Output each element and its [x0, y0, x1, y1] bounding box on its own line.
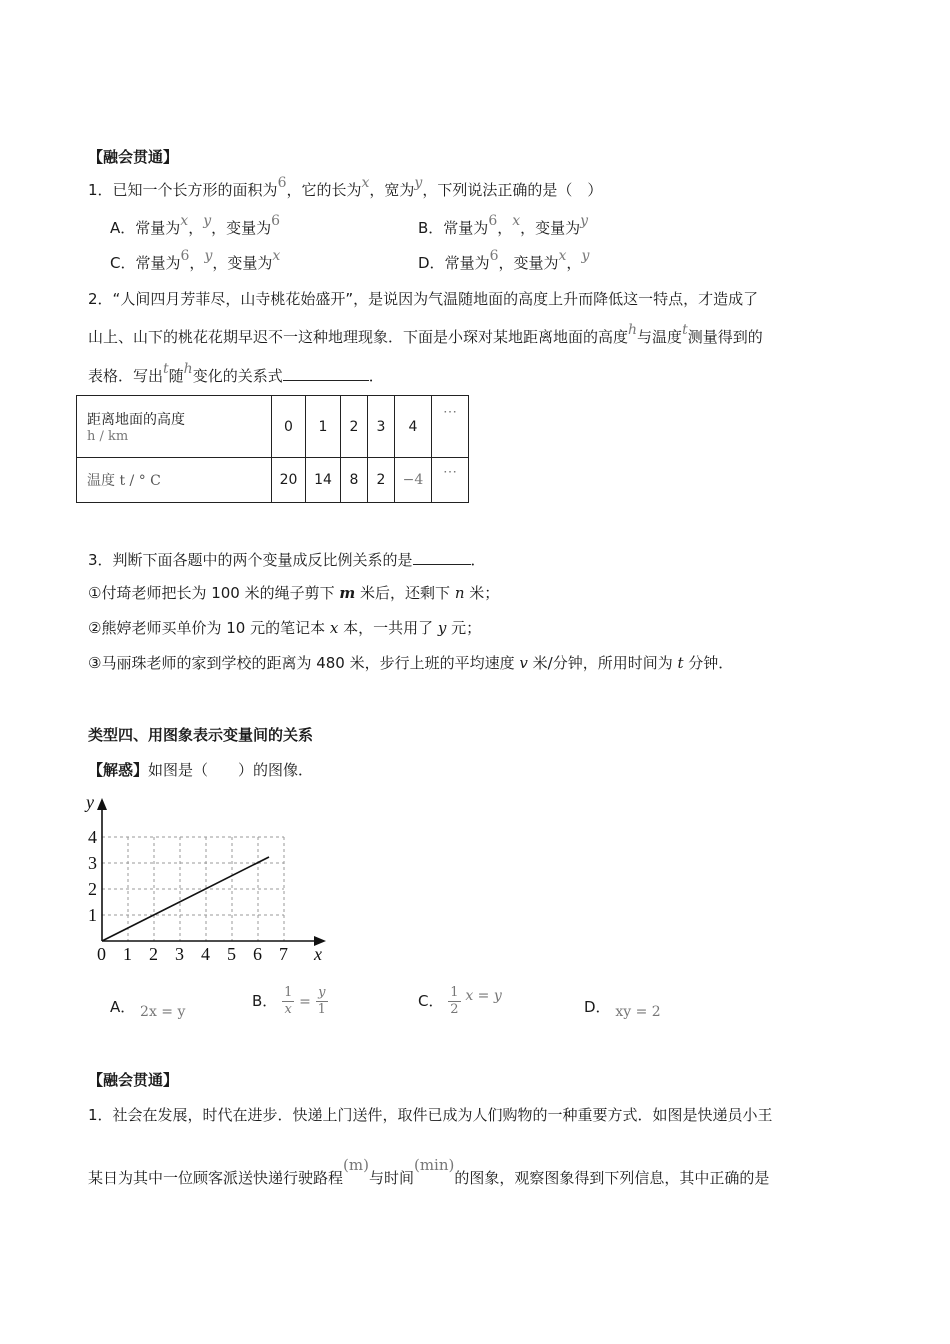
option-text: ， — [188, 219, 204, 237]
table-cell: 3 — [368, 396, 395, 458]
graph-grid — [102, 837, 284, 941]
table-header-text: 温度 t / ° C — [87, 473, 161, 489]
line-graph — [76, 790, 336, 970]
option-math: 6 — [271, 213, 281, 229]
table-row-label — [77, 458, 272, 503]
option-math: y — [580, 213, 589, 229]
option-text: ，变量为 — [520, 219, 581, 237]
section-heading: 【融会贯通】 — [88, 148, 179, 166]
fraction — [282, 985, 294, 1018]
q1-number: 1． — [88, 181, 113, 199]
q1-option-d[interactable] — [418, 248, 590, 274]
q2-var-t: t — [163, 361, 169, 377]
jiehuo-text: 如图是（ ）的图像． — [148, 761, 314, 779]
option-text: ， — [497, 219, 513, 237]
table-cell: ⋯ — [432, 396, 469, 458]
option-math: x — [272, 248, 281, 264]
option-math: x — [512, 213, 521, 229]
table-cell: 2 — [341, 396, 368, 458]
x-tick-label: 5 — [227, 944, 236, 964]
q2-text: 随 — [168, 367, 184, 385]
table-cell: ⋯ — [432, 458, 469, 503]
option-label: A． — [110, 219, 136, 237]
q2-var-h: h — [628, 322, 638, 338]
answer-blank[interactable] — [413, 548, 471, 565]
fraction-denominator: x — [284, 1002, 292, 1017]
option-label: B． — [252, 992, 278, 1010]
fraction-denominator: 1 — [317, 1002, 326, 1017]
height-temperature-table — [76, 395, 469, 503]
table-cell: 0 — [272, 396, 306, 458]
q3-var: n — [454, 584, 465, 602]
x-tick-label: 2 — [149, 944, 158, 964]
option-math: 6 — [488, 213, 498, 229]
fraction-numerator: 1 — [450, 985, 459, 1000]
question-text: 与时间 — [368, 1169, 414, 1187]
y-tick-label: 3 — [88, 853, 97, 873]
q1-var-x: x — [361, 175, 370, 191]
q3-text: 米后，还剩下 — [355, 584, 455, 602]
q2-text: 表格．写出 — [88, 367, 164, 385]
x-tick-label: 7 — [279, 944, 288, 964]
option-math: x = y — [465, 988, 502, 1004]
option-label: C． — [418, 992, 444, 1010]
unit-minutes: (min) — [413, 1156, 455, 1174]
table-cell: −4 — [395, 458, 432, 503]
fraction-numerator: 1 — [284, 985, 293, 1000]
x-tick-label: 1 — [123, 944, 132, 964]
q2-text: 测量得到的 — [687, 328, 763, 346]
q3-item-3 — [88, 653, 733, 673]
x-tick-label: 4 — [201, 944, 210, 964]
fraction — [316, 985, 328, 1018]
q1-var-y: y — [414, 175, 423, 191]
q3-var: x — [329, 619, 339, 637]
q1-area-value: 6 — [277, 175, 287, 191]
question-1-delivery-line-2 — [88, 1156, 770, 1188]
q3-text: 分钟． — [683, 654, 734, 672]
jiehuo-label: 【解惑】 — [88, 761, 149, 779]
x-tick-label: 3 — [175, 944, 184, 964]
question-1 — [88, 175, 603, 201]
y-tick-label: 1 — [88, 905, 97, 925]
table-header-text: 距离地面的高度 — [87, 412, 185, 428]
option-text: ，变量为 — [211, 219, 272, 237]
q2-number: 2． — [88, 290, 113, 308]
option-math: x — [180, 213, 189, 229]
q1-text: ，它的长为 — [286, 181, 362, 199]
q3-var: m — [339, 584, 356, 602]
q2-line-3 — [88, 361, 384, 387]
q1-text: ，下列说法正确的是（ ） — [422, 181, 603, 199]
x-axis-label: x — [314, 944, 322, 964]
q2-var-h: h — [183, 361, 193, 377]
fraction — [448, 985, 460, 1018]
q3-var: y — [437, 619, 447, 637]
option-text: ，变量为 — [498, 254, 559, 272]
q3-text: 米； — [464, 584, 500, 602]
option-label: D． — [584, 998, 611, 1016]
q3-var: t — [677, 654, 684, 672]
option-text: 常量为 — [135, 254, 181, 272]
question-2 — [88, 289, 758, 309]
option-label: C． — [110, 254, 136, 272]
table-cell: 14 — [306, 458, 341, 503]
table-header-unit: h / km — [87, 429, 129, 444]
q1-text: 已知一个长方形的面积为 — [112, 181, 278, 199]
table-cell: 8 — [341, 458, 368, 503]
fraction-numerator: y — [316, 985, 328, 1002]
q3-item-1 — [88, 583, 499, 603]
q2-text: “人间四月芳菲尽，山寺桃花始盛开”，是说因为气温随地面的高度上升而降低这一特点，才造成了 — [112, 290, 759, 308]
q3-text: 本，一共用了 — [338, 619, 438, 637]
fraction-denominator: 2 — [450, 1002, 459, 1017]
q2-line-2 — [88, 322, 763, 348]
q3-text: 米/分钟，所用时间为 — [527, 654, 678, 672]
y-tick-label: 2 — [88, 879, 97, 899]
question-text: 某日为其中一位顾客派送快递行驶路程 — [88, 1169, 344, 1187]
option-text: 常量为 — [443, 219, 489, 237]
x-tick-label: 6 — [253, 944, 262, 964]
graph-line — [102, 857, 269, 941]
q1-option-a[interactable] — [110, 213, 281, 239]
y-axis-arrow-icon — [97, 798, 107, 810]
y-axis-label: y — [86, 792, 94, 812]
option-math: 6 — [489, 248, 499, 264]
answer-blank[interactable] — [283, 364, 369, 381]
y-tick-label: 4 — [88, 827, 97, 847]
option-math: y — [203, 213, 212, 229]
graph-option-d[interactable] — [584, 997, 661, 1018]
table-row-label — [77, 396, 272, 458]
graph-option-b[interactable] — [252, 984, 328, 1019]
question-3 — [88, 548, 486, 570]
option-label: B． — [418, 219, 444, 237]
option-math: y — [204, 248, 213, 264]
q2-text: 与温度 — [637, 328, 683, 346]
question-text: 的图象，观察图象得到下列信息，其中正确的是 — [454, 1169, 770, 1187]
option-text: 常量为 — [135, 219, 181, 237]
q1-option-c[interactable] — [110, 248, 281, 274]
unit-meters: (m) — [343, 1156, 369, 1174]
question-1-delivery — [88, 1105, 773, 1125]
option-text: ， — [189, 254, 205, 272]
option-text: ，变量为 — [212, 254, 273, 272]
option-text: 常量为 — [444, 254, 490, 272]
q1-option-b[interactable] — [418, 213, 589, 239]
q3-var: v — [519, 654, 528, 672]
option-math: xy = 2 — [615, 1004, 661, 1020]
graph-option-a[interactable] — [110, 997, 185, 1018]
table-cell: 2 — [368, 458, 395, 503]
q2-text: ． — [368, 367, 384, 385]
section-heading: 【融会贯通】 — [88, 1071, 179, 1089]
q3-text: 3．判断下面各题中的两个变量成反比例关系的是 — [88, 551, 413, 569]
question-text: 1．社会在发展，时代在进步．快递上门送件，取件已成为人们购物的一种重要方式．如图是快递员小王 — [88, 1106, 773, 1124]
q3-item-2 — [88, 618, 481, 638]
section-heading: 类型四、用图象表示变量间的关系 — [88, 726, 314, 744]
x-tick-label: 0 — [97, 944, 106, 964]
option-label: D． — [418, 254, 445, 272]
q3-text: ①付琦老师把长为 100 米的绳子剪下 — [88, 584, 340, 602]
table-cell: 20 — [272, 458, 306, 503]
option-math: x — [558, 248, 567, 264]
jiehuo-question — [88, 760, 313, 780]
option-math: y — [581, 248, 590, 264]
table-cell: 4 — [395, 396, 432, 458]
option-text: ， — [566, 254, 582, 272]
q2-text: 山上、山下的桃花花期早迟不一这种地理现象．下面是小琛对某地距离地面的高度 — [88, 328, 629, 346]
option-label: A． — [110, 998, 136, 1016]
q3-text: 元； — [446, 619, 482, 637]
q2-var-t: t — [682, 322, 688, 338]
q3-text: ②熊婷老师买单价为 10 元的笔记本 — [88, 619, 330, 637]
option-math: 6 — [180, 248, 190, 264]
table-cell: 1 — [306, 396, 341, 458]
q3-text: ③马丽珠老师的家到学校的距离为 480 米，步行上班的平均速度 — [88, 654, 520, 672]
option-math: = — [299, 994, 311, 1010]
graph-option-c[interactable] — [418, 984, 502, 1019]
option-math: 2x = y — [140, 1004, 186, 1020]
q2-text: 变化的关系式 — [192, 367, 283, 385]
q1-text: ，宽为 — [369, 181, 415, 199]
q3-text: ． — [470, 551, 486, 569]
